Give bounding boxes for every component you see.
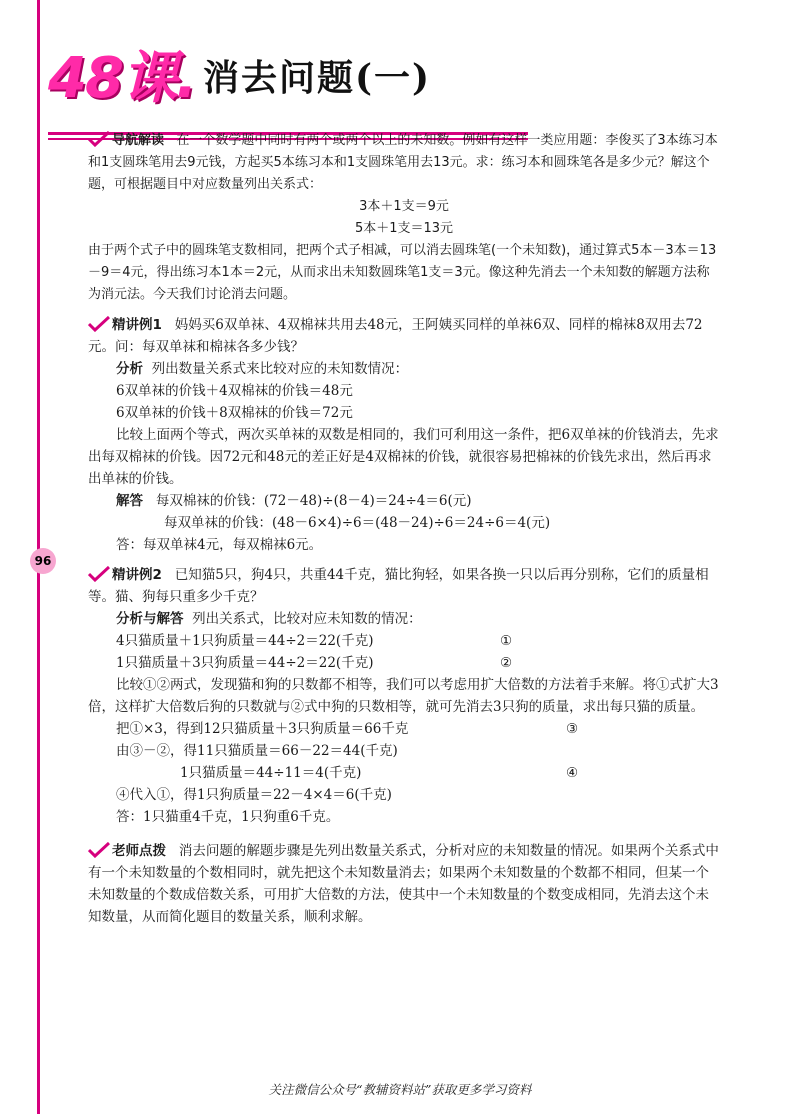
intro-equation-1: 3本＋1支＝9元 bbox=[359, 199, 449, 214]
example-2 bbox=[88, 564, 720, 828]
lesson-title: 消去问题(一) bbox=[203, 57, 432, 99]
checkmark-icon bbox=[88, 316, 110, 332]
example-2-step-3: 1只猫质量＝44÷11＝4(千克) bbox=[180, 765, 362, 781]
teacher-tips bbox=[88, 840, 720, 928]
example-2-relation-2: 1只猫质量＋3只狗质量＝44÷2＝22(千克) bbox=[116, 655, 374, 671]
example-1-relation-2: 6双单袜的价钱＋8双棉袜的价钱＝72元 bbox=[116, 405, 353, 421]
example-1-label: 精讲例1 bbox=[112, 317, 162, 333]
example-2-final: 答：1只猫重4千克，1只狗重6千克。 bbox=[116, 809, 340, 825]
example-2-problem: 已知猫5只，狗4只，共重44千克，猫比狗轻，如果各换一只以后再分别称，它们的质量相等。猫、狗每只重多少千克？ bbox=[88, 567, 709, 605]
example-2-analysis-label: 分析与解答 bbox=[116, 611, 184, 627]
checkmark-icon bbox=[88, 566, 110, 582]
example-2-step-4: ④代入①，得1只狗质量＝22－4×4＝6(千克) bbox=[116, 787, 392, 803]
example-1-step-2: 每双单袜的价钱：(48－6×4)÷6＝(48－24)÷6＝24÷6＝4(元) bbox=[164, 515, 551, 531]
page-number: 96 bbox=[30, 548, 56, 574]
example-1-answer-label: 解答 bbox=[116, 493, 143, 509]
intro-equation-2: 5本＋1支＝13元 bbox=[354, 221, 454, 236]
example-1-step-1: 每双棉袜的价钱：(72－48)÷(8－4)＝24÷4＝6(元) bbox=[155, 493, 472, 509]
example-2-reasoning: 比较①②两式，发现猫和狗的只数都不相等，我们可以考虑用扩大倍数的方法着手来解。将①式扩大3倍，这样扩大倍数后狗的只数就与②式中狗的只数相等，就可先消去3只狗的质量，求出每只猫的质量。 bbox=[88, 677, 719, 715]
equation-marker-2: ② bbox=[500, 655, 513, 671]
example-1-relation-1: 6双单袜的价钱＋4双棉袜的价钱＝48元 bbox=[116, 383, 353, 399]
equation-marker-4: ④ bbox=[566, 765, 579, 781]
example-2-step-1: 把①×3，得到12只猫质量＋3只狗质量＝66千克 bbox=[116, 721, 409, 737]
example-1-analysis-label: 分析 bbox=[116, 361, 143, 377]
lesson-content bbox=[88, 130, 720, 928]
example-2-step-2: 由③－②，得11只猫质量＝66－22＝44(千克) bbox=[116, 743, 398, 759]
checkmark-icon bbox=[88, 131, 110, 147]
equation-marker-3: ③ bbox=[566, 721, 579, 737]
example-2-analysis: 列出关系式，比较对应未知数的情况： bbox=[192, 611, 422, 627]
intro-section bbox=[88, 130, 720, 306]
example-1-final: 答：每双单袜4元，每双棉袜6元。 bbox=[116, 537, 323, 553]
teacher-tips-text: 消去问题的解题步骤是先列出数量关系式，分析对应的未知数量的情况。如果两个关系式中有一个未知数量的个数相同时，就先把这个未知数量消去；如果两个未知数量的个数都不相同，但某一个未知数量的个数成倍数关系，可用扩大倍数的方法，使其中一个未知数量的个数变成相同，先消去这个未知数量，从而简化题目的数量关系，顺利求解。 bbox=[88, 843, 719, 925]
footer-note: 关注微信公众号“教辅资料站”获取更多学习资料 bbox=[268, 1082, 532, 1097]
example-1-reasoning: 比较上面两个等式，两次买单袜的双数是相同的，我们可利用这一条件，把6双单袜的价钱消去，先求出每双棉袜的价钱。因72元和48元的差正好是4双棉袜的价钱，就很容易把棉袜的价钱先求出，然后再求出单袜的价钱。 bbox=[88, 427, 719, 487]
intro-explanation: 由于两个式子中的圆珠笔支数相同，把两个式子相减，可以消去圆珠笔(一个未知数)，通过算式5本－3本＝13－9＝4元，得出练习本1本＝2元，从而求出未知数圆珠笔1支＝3元。像这种先消去一个未知数的解题方法称为消元法。今天我们讨论消去问题。 bbox=[88, 243, 717, 302]
example-1-analysis: 列出数量关系式来比较对应的未知数情况： bbox=[151, 361, 409, 377]
intro-label: 导航解读 bbox=[112, 133, 165, 148]
lesson-header bbox=[48, 34, 528, 114]
example-1 bbox=[88, 314, 720, 556]
example-2-relation-1: 4只猫质量＋1只狗质量＝44÷2＝22(千克) bbox=[116, 633, 374, 649]
intro-text: 在一个数学题中同时有两个或两个以上的未知数。例如有这样一类应用题：李俊买了3本练习本和1支圆珠笔用去9元钱，方起买5本练习本和1支圆珠笔用去13元。求：练习本和圆珠笔各是多少元？解这个题，可根据题目中对应数量列出关系式： bbox=[88, 133, 718, 192]
example-1-problem: 妈妈买6双单袜、4双棉袜共用去48元，王阿姨买同样的单袜6双、同样的棉袜8双用去72元。问：每双单袜和棉袜各多少钱？ bbox=[88, 317, 703, 355]
lesson-number: 48课. bbox=[48, 46, 196, 111]
checkmark-icon bbox=[88, 842, 110, 858]
example-2-label: 精讲例2 bbox=[112, 567, 162, 583]
equation-marker-1: ① bbox=[500, 633, 513, 649]
teacher-tips-label: 老师点拨 bbox=[112, 843, 166, 859]
